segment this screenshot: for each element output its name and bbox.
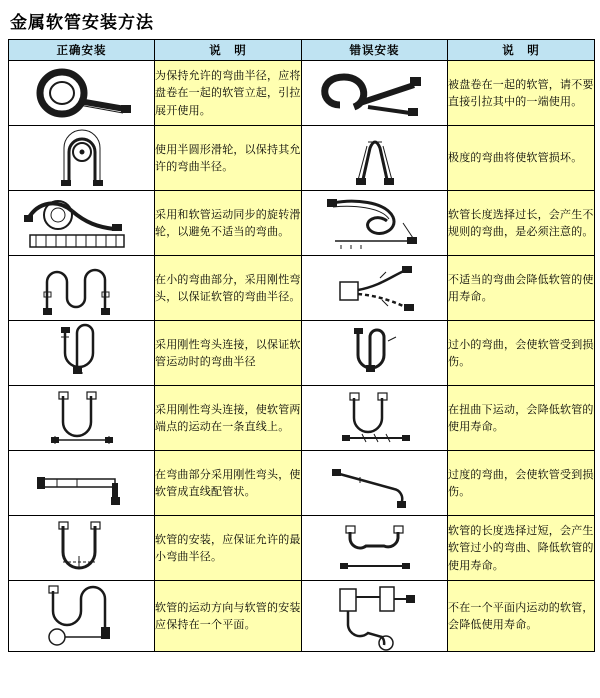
over-bent-hose-icon [310,453,440,513]
coiled-hose-pulled-icon [310,63,440,123]
correct-illustration-2 [9,126,155,191]
table-row [9,451,595,516]
table-body [9,61,595,652]
wrong-illustration-1 [302,61,448,126]
rigid-elbow-u-bend-icon [17,323,147,383]
rigid-elbow-small-bend-icon [17,258,147,318]
correct-description-2: 使用半圆形滑轮，以保持其允许的弯曲半径。 [155,126,302,191]
wrong-description-9: 不在一个平面内运动的软管，会降低使用寿命。 [448,581,595,652]
correct-illustration-4 [9,256,155,321]
wrong-description-7: 过度的弯曲，会使软管受到损伤。 [448,451,595,516]
correct-illustration-1 [9,61,155,126]
wrong-description-8: 软管的长度选择过短，会产生软管过小的弯曲、降低软管的使用寿命。 [448,516,595,581]
wrong-description-3: 软管长度选择过长，会产生不规则的弯曲，是必须注意的。 [448,191,595,256]
long-loose-hose-icon [307,193,443,253]
rigid-elbow-straight-line-icon [17,388,147,448]
table-row [9,126,595,191]
correct-illustration-5 [9,321,155,386]
correct-description-1: 为保持允许的弯曲半径，应将盘卷在一起的软管立起，引拉展开使用。 [155,61,302,126]
wrong-illustration-8 [302,516,448,581]
wrong-description-4: 不适当的弯曲会降低软管的使用寿命。 [448,256,595,321]
rotating-pulley-chain-icon [14,193,150,253]
table-row [9,516,595,581]
table-header [9,40,595,61]
correct-description-8: 软管的安装，应保证允许的最小弯曲半径。 [155,516,302,581]
improper-bend-icon [310,258,440,318]
header-wrong-installation: 错误安装 [302,40,448,61]
table-row [9,191,595,256]
correct-illustration-3 [9,191,155,256]
short-hose-icon [310,518,440,578]
wrong-illustration-4 [302,256,448,321]
sharp-bend-hose-icon [310,128,440,188]
wrong-illustration-3 [302,191,448,256]
elbow-straight-piping-icon [17,453,147,513]
table-row [9,256,595,321]
correct-illustration-8 [9,516,155,581]
correct-description-5: 采用刚性弯头连接，以保证软管运动时的弯曲半径 [155,321,302,386]
table-row [9,581,595,652]
correct-description-3: 采用和软管运动同步的旋转滑轮，以避免不适当的弯曲。 [155,191,302,256]
correct-illustration-7 [9,451,155,516]
coiled-hose-upright-icon [17,63,147,123]
correct-illustration-9 [9,581,155,652]
wrong-description-5: 过小的弯曲，会使软管受到损伤。 [448,321,595,386]
header-correct-description: 说 明 [155,40,302,61]
out-of-plane-motion-icon [310,581,440,651]
wrong-illustration-5 [302,321,448,386]
correct-description-6: 采用刚性弯头连接，使软管两端点的运动在一条直线上。 [155,386,302,451]
correct-description-7: 在弯曲部分采用刚性弯头，使软管成直线配管状。 [155,451,302,516]
wrong-illustration-2 [302,126,448,191]
semicircular-pulley-icon [17,128,147,188]
tight-bend-hose-icon [310,323,440,383]
correct-illustration-6 [9,386,155,451]
table-header-row [9,40,595,61]
twisted-hose-icon [310,388,440,448]
correct-description-9: 软管的运动方向与软管的安装应保持在一个平面。 [155,581,302,652]
correct-description-4: 在小的弯曲部分，采用刚性弯头，以保证软管的弯曲半径。 [155,256,302,321]
wrong-illustration-9 [302,581,448,652]
header-correct-installation: 正确安装 [9,40,155,61]
table-row [9,61,595,126]
wrong-illustration-7 [302,451,448,516]
table-row [9,386,595,451]
table-row [9,321,595,386]
wrong-description-1: 被盘卷在一起的软管，请不要直接引拉其中的一端使用。 [448,61,595,126]
wrong-description-6: 在扭曲下运动，会降低软管的使用寿命。 [448,386,595,451]
header-wrong-description: 说 明 [448,40,595,61]
minimum-bend-radius-icon [17,518,147,578]
page-title: 金属软管安装方法 [10,13,154,33]
wrong-illustration-6 [302,386,448,451]
wrong-description-2: 极度的弯曲将使软管损坏。 [448,126,595,191]
same-plane-motion-icon [17,581,147,651]
hose-installation-table [8,39,595,652]
